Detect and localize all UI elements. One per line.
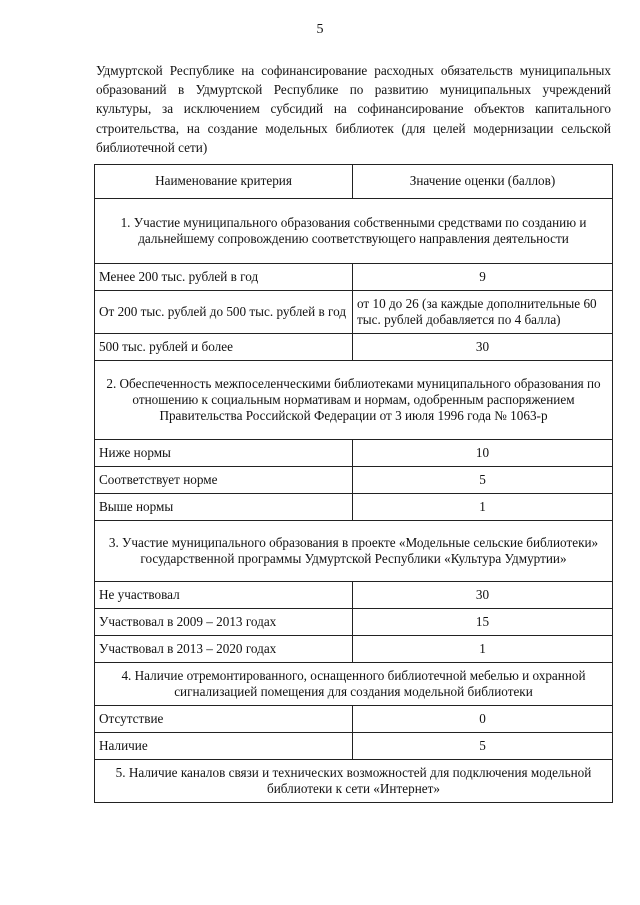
table-row — [95, 636, 613, 663]
criterion-label: Выше нормы — [95, 494, 353, 521]
table-row — [95, 467, 613, 494]
criterion-score: 5 — [353, 733, 613, 760]
header-criterion: Наименование критерия — [95, 165, 353, 199]
criterion-score: 30 — [353, 582, 613, 609]
table-row — [95, 264, 613, 291]
criterion-score: от 10 до 26 (за каждые дополнительные 60 тыс. рублей добавляется по 4 балла) — [353, 291, 613, 334]
criterion-score: 9 — [353, 264, 613, 291]
criterion-label: Участвовал в 2009 – 2013 годах — [95, 609, 353, 636]
criterion-label: Менее 200 тыс. рублей в год — [95, 264, 353, 291]
criterion-label: Отсутствие — [95, 706, 353, 733]
table-row — [95, 291, 613, 334]
table-row — [95, 609, 613, 636]
table-row — [95, 334, 613, 361]
table-row — [95, 706, 613, 733]
table-row — [95, 582, 613, 609]
criterion-label: Ниже нормы — [95, 440, 353, 467]
criterion-label: Не участвовал — [95, 582, 353, 609]
page-number: 5 — [316, 22, 324, 37]
criterion-label: Участвовал в 2013 – 2020 годах — [95, 636, 353, 663]
criterion-score: 0 — [353, 706, 613, 733]
section-title-2: 2. Обеспеченность межпоселенческими библиотеками муниципального образования по отношению к социальным нормативам и нормам, одобренным распоряжением Правительства Российской Федерации от 3 июля 1996 года № 1063-р — [95, 361, 613, 440]
intro-paragraph: Удмуртской Республике на софинансирование расходных обязательств муниципальных образований в Удмуртской Республике по развитию муниципальных учреждений культуры, за исключением субсидий на софинансирование объектов капитального строительства, на создание модельных библиотек (для целей модернизации сельской библиотечной сети) — [96, 63, 611, 155]
criterion-score: 1 — [353, 494, 613, 521]
table-row — [95, 440, 613, 467]
table-row — [95, 733, 613, 760]
criterion-score: 1 — [353, 636, 613, 663]
section-row — [95, 521, 613, 582]
section-row — [95, 760, 613, 803]
section-row — [95, 361, 613, 440]
section-title-3: 3. Участие муниципального образования в проекте «Модельные сельские библиотеки» государственной программы Удмуртской Республики «Культура Удмуртии» — [95, 521, 613, 582]
criterion-label: Наличие — [95, 733, 353, 760]
criterion-score: 30 — [353, 334, 613, 361]
criterion-score: 10 — [353, 440, 613, 467]
section-row — [95, 663, 613, 706]
section-title-5: 5. Наличие каналов связи и технических возможностей для подключения модельной библиотеки к сети «Интернет» — [95, 760, 613, 803]
criterion-label: Соответствует норме — [95, 467, 353, 494]
criterion-score: 5 — [353, 467, 613, 494]
criteria-table — [94, 164, 613, 803]
criterion-label: 500 тыс. рублей и более — [95, 334, 353, 361]
criterion-label: От 200 тыс. рублей до 500 тыс. рублей в год — [95, 291, 353, 334]
section-title-4: 4. Наличие отремонтированного, оснащенного библиотечной мебелью и охранной сигнализацией помещения для создания модельной библиотеки — [95, 663, 613, 706]
criterion-score: 15 — [353, 609, 613, 636]
section-row — [95, 199, 613, 264]
section-title-1: 1. Участие муниципального образования собственными средствами по созданию и дальнейшему сопровождению соответствующего направления деятельности — [95, 199, 613, 264]
header-score: Значение оценки (баллов) — [353, 165, 613, 199]
table-header-row — [95, 165, 613, 199]
table-row — [95, 494, 613, 521]
